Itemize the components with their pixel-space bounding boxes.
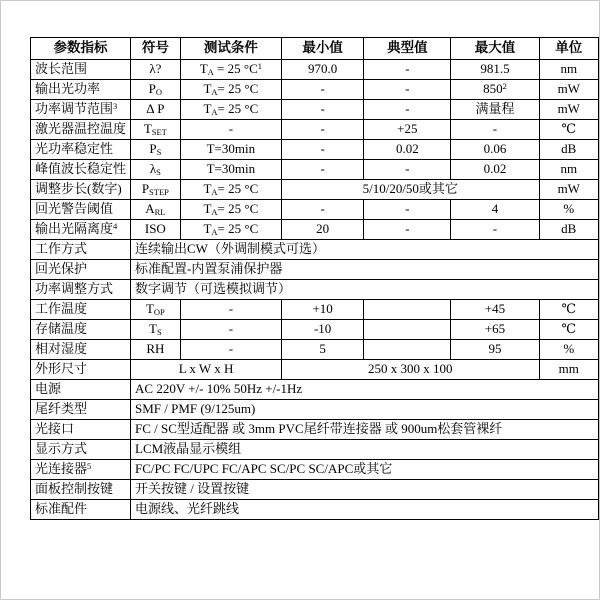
data-cell: 电源 [31,380,131,400]
data-cell: 95 [451,340,539,360]
data-cell: 光连接器$^5$ [31,460,131,480]
data-cell: 标准配件 [31,500,131,520]
data-cell: 外形尺寸 [31,360,131,380]
data-cell: dB [539,220,598,240]
header-row [31,38,599,60]
data-cell: +25 [364,120,451,140]
data-cell: T=30min [180,140,281,160]
data-cell: nm [539,60,598,80]
data-cell: RH [131,340,181,360]
table-row [31,500,599,520]
data-cell: 970.0 [282,60,364,80]
data-cell: - [364,100,451,120]
data-cell: 激光器温控温度 [31,120,131,140]
data-cell: 输出光隔离度$^4$ [31,220,131,240]
data-cell: - [282,200,364,220]
data-cell: 回光保护 [31,260,131,280]
data-cell: - [180,120,281,140]
table-row [31,200,599,220]
data-cell [364,320,451,340]
data-cell [364,340,451,360]
data-cell: - [180,300,281,320]
data-cell: +10 [282,300,364,320]
data-cell: ℃ [539,300,598,320]
table-row [31,260,599,280]
table-row [31,440,599,460]
data-cell: ℃ [539,320,598,340]
data-cell: - [180,320,281,340]
data-cell: 面板控制按键 [31,480,131,500]
data-cell: 20 [282,220,364,240]
data-cell: 5 [282,340,364,360]
data-cell: mW [539,100,598,120]
data-cell: $P_S$ [131,140,181,160]
data-cell: - [364,160,451,180]
data-cell: 相对湿度 [31,340,131,360]
table-row [31,60,599,80]
data-cell: 开关按键 / 设置按键 [131,480,599,500]
table-row [31,180,599,200]
data-cell: Δ P [131,100,181,120]
header-cell: 最小值 [282,38,364,60]
data-cell: 回光警告阈值 [31,200,131,220]
data-cell: ISO [131,220,181,240]
table-row [31,160,599,180]
table-row [31,340,599,360]
data-cell: 波长范围 [31,60,131,80]
data-cell: $850^2$ [451,80,539,100]
data-cell: FC/PC FC/UPC FC/APC SC/PC SC/APC或其它 [131,460,599,480]
data-cell: - [451,220,539,240]
data-cell: LCM液晶显示模组 [131,440,599,460]
data-cell: 工作方式 [31,240,131,260]
data-cell: L x W x H [131,360,282,380]
data-cell: 工作温度 [31,300,131,320]
table-row [31,80,599,100]
data-cell: - [364,80,451,100]
data-cell: - [364,200,451,220]
data-cell: % [539,200,598,220]
data-cell: FC / SC型适配器 或 3mm PVC尾纤带连接器 或 900um松套管裸纤 [131,420,599,440]
data-cell: 显示方式 [31,440,131,460]
data-cell: -10 [282,320,364,340]
data-cell: 0.02 [451,160,539,180]
data-cell: SMF / PMF (9/125um) [131,400,599,420]
data-cell: - [282,120,364,140]
data-cell: T=30min [180,160,281,180]
data-cell: nm [539,160,598,180]
data-cell: - [364,60,451,80]
table-row [31,300,599,320]
data-cell: $A_{RL}$ [131,200,181,220]
header-cell: 最大值 [451,38,539,60]
data-cell [364,300,451,320]
table-row [31,460,599,480]
header-cell: 符号 [131,38,181,60]
data-cell: λ? [131,60,181,80]
data-cell: +65 [451,320,539,340]
data-cell: % [539,340,598,360]
data-cell: mW [539,80,598,100]
data-cell: 光功率稳定性 [31,140,131,160]
table-row [31,220,599,240]
data-cell: - [282,160,364,180]
data-cell: $\lambda_S$ [131,160,181,180]
spec-table [30,37,599,520]
data-cell: 输出光功率 [31,80,131,100]
data-cell: dB [539,140,598,160]
header-cell: 测试条件 [180,38,281,60]
table-row [31,360,599,380]
table-row [31,100,599,120]
data-cell: 功率调整方式 [31,280,131,300]
data-cell: - [282,140,364,160]
data-cell: $T_A = 25$ $^\circ C^1$ [180,60,281,80]
data-cell: $P_O$ [131,80,181,100]
data-cell: - [282,100,364,120]
data-cell: $T_A= 25$ °C [180,200,281,220]
data-cell: ℃ [539,120,598,140]
data-cell: - [180,340,281,360]
data-cell: 数字调节（可选模拟调节） [131,280,599,300]
data-cell: mW [539,180,598,200]
data-cell: 4 [451,200,539,220]
table-row [31,140,599,160]
data-cell: 存储温度 [31,320,131,340]
data-cell: 5/10/20/50或其它 [282,180,540,200]
header-cell: 典型值 [364,38,451,60]
data-cell: $T_A= 25$ °C [180,80,281,100]
data-cell: 光接口 [31,420,131,440]
data-cell: $P_{STEP}$ [131,180,181,200]
data-cell: 250 x 300 x 100 [282,360,540,380]
table-row [31,400,599,420]
data-cell: - [282,80,364,100]
data-cell: 0.02 [364,140,451,160]
data-cell: 峰值波长稳定性 [31,160,131,180]
data-cell: - [451,120,539,140]
data-cell: mm [539,360,598,380]
data-cell: AC 220V +/- 10% 50Hz +/-1Hz [131,380,599,400]
data-cell: 电源线、光纤跳线 [131,500,599,520]
table-row [31,240,599,260]
data-cell: $T_{OP}$ [131,300,181,320]
data-cell: 0.06 [451,140,539,160]
header-cell: 参数指标 [31,38,131,60]
data-cell: $T_A= 25$ °C [180,220,281,240]
data-cell: 尾纤类型 [31,400,131,420]
table-row [31,320,599,340]
data-cell: +45 [451,300,539,320]
data-cell: $T_{SET}$ [131,120,181,140]
data-cell: - [364,220,451,240]
table-row [31,280,599,300]
data-cell: 功率调节范围$^3$ [31,100,131,120]
table-row [31,480,599,500]
table-row [31,120,599,140]
data-cell: 981.5 [451,60,539,80]
data-cell: 连续输出CW（外调制模式可选） [131,240,599,260]
table-row [31,420,599,440]
header-cell: 单位 [539,38,598,60]
table-row [31,380,599,400]
data-cell: 满量程 [451,100,539,120]
data-cell: 标准配置-内置泵浦保护器 [131,260,599,280]
data-cell: $T_S$ [131,320,181,340]
data-cell: 调整步长(数字) [31,180,131,200]
data-cell: $T_A= 25$ °C [180,180,281,200]
data-cell: $T_A= 25$ °C [180,100,281,120]
